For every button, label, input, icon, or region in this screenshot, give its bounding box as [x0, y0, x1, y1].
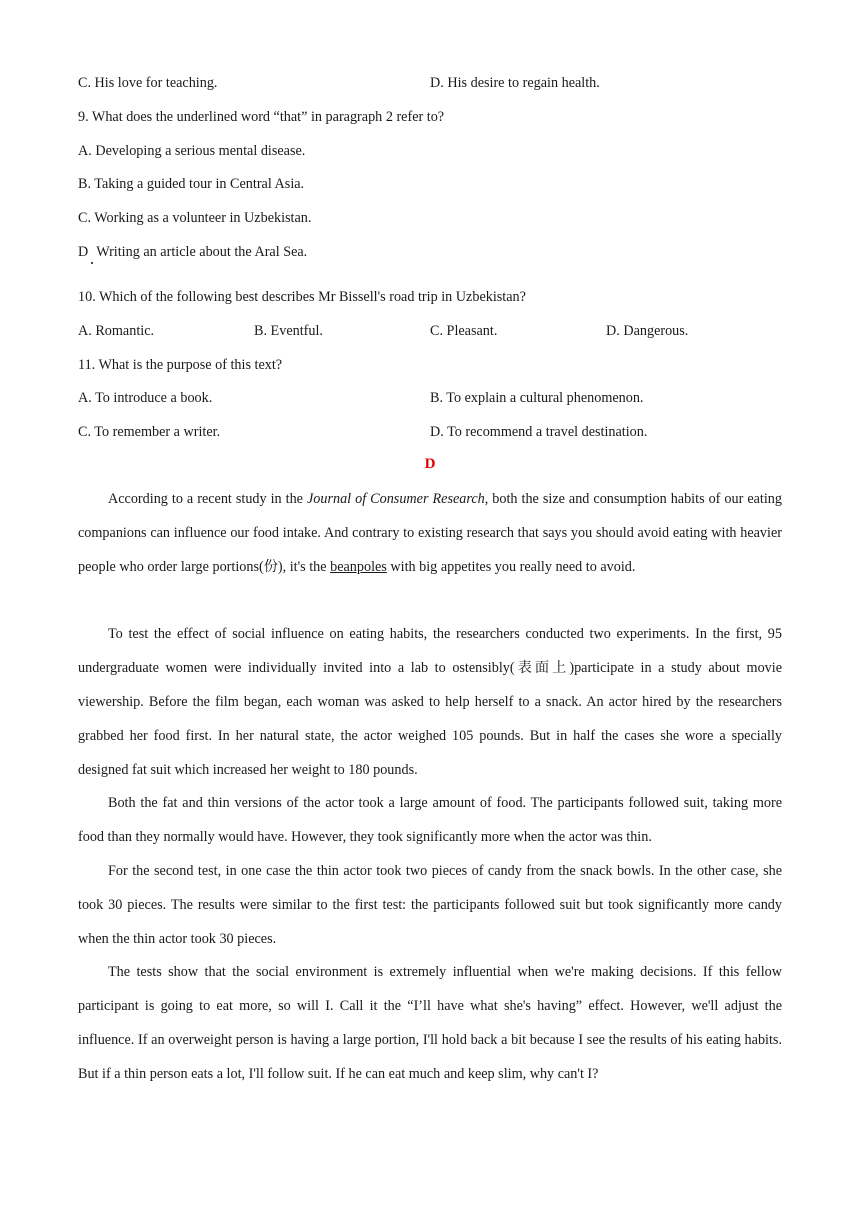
q9-option-b: B. Taking a guided tour in Central Asia. [78, 176, 305, 192]
underlined-word-beanpoles: beanpoles [330, 558, 387, 575]
p1-mid: , both the size and consumption habits of our eating companions can influence our food intake. And contrary to existing research that says you should avoid eating with heavier people who order large portions(份), it's the [78, 491, 782, 575]
q10-option-a: A. Romantic. [78, 323, 155, 339]
section-d-paragraph-2 [78, 618, 782, 788]
p1-after: with big appetites you really need to avoid. [386, 558, 636, 575]
q8-option-c: C. His love for teaching. [78, 75, 218, 91]
section-d-paragraph-5 [78, 956, 782, 1092]
q11-option-b: B. To explain a cultural phenomenon. [430, 390, 644, 406]
q10-option-b: B. Eventful. [254, 323, 323, 339]
p4-text: For the second test, in one case the thin actor took two pieces of candy from the snack bowls. In the other case, she took 30 pieces. The results were similar to the first test: the participants followed suit but took significantly more candy when the thin actor took 30 pieces. [78, 863, 782, 947]
q10-option-c: C. Pleasant. [430, 323, 498, 339]
p5-text: The tests show that the social environment is extremely influential when we're making decisions. If this fellow participant is going to eat more, so will I. Call it the “I’ll have what she's having” effect. However, we'll adjust the influence. If an overweight person is having a large portion, I'll hold back a bit because I see the results of his eating habits. But if a thin person eats a lot, I'll follow suit. If he can eat much and keep slim, why can't I? [78, 964, 782, 1082]
section-d-paragraph-3 [78, 787, 782, 855]
q11-question: 11. What is the purpose of this text? [78, 357, 283, 373]
q9-option-a: A. Developing a serious mental disease. [78, 143, 306, 159]
q11-option-d: D. To recommend a travel destination. [430, 424, 648, 440]
p1-before: According to a recent study in the [108, 491, 307, 507]
stray-dot [91, 262, 93, 264]
section-d-title: D [424, 456, 436, 472]
q10-option-d: D. Dangerous. [606, 323, 689, 339]
p3-text: Both the fat and thin versions of the actor took a large amount of food. The participants followed suit, taking more food than they normally would have. However, they took significantly more when the actor was thin. [78, 795, 782, 845]
q9-question: 9. What does the underlined word “that” in paragraph 2 refer to? [78, 109, 445, 125]
q9-option-d-text: Writing an article about the Aral Sea. [96, 244, 308, 260]
q9-option-d-letter: D [78, 244, 89, 260]
q9-option-d [78, 242, 307, 262]
q11-option-a: A. To introduce a book. [78, 390, 213, 406]
q9-option-c: C. Working as a volunteer in Uzbekistan. [78, 210, 312, 226]
section-d-paragraph-1 [78, 483, 782, 585]
q10-question: 10. Which of the following best describes Mr Bissell's road trip in Uzbekistan? [78, 289, 526, 305]
q11-option-c: C. To remember a writer. [78, 424, 221, 440]
section-d-paragraph-4 [78, 855, 782, 957]
journal-name: Journal of Consumer Research [306, 491, 485, 507]
p2-text: To test the effect of social influence on eating habits, the researchers conducted two experiments. In the first, 95 undergraduate women were individually invited into a lab to ostensibly(表面上)participate in a study about movie viewership. Before the film began, each woman was asked to help herself to a snack. An actor hired by the researchers grabbed her food first. In her natural state, the actor weighed 105 pounds. But in half the cases she wore a specially designed fat suit which increased her weight to 180 pounds. [78, 626, 782, 778]
q8-option-d: D. His desire to regain health. [430, 75, 600, 91]
